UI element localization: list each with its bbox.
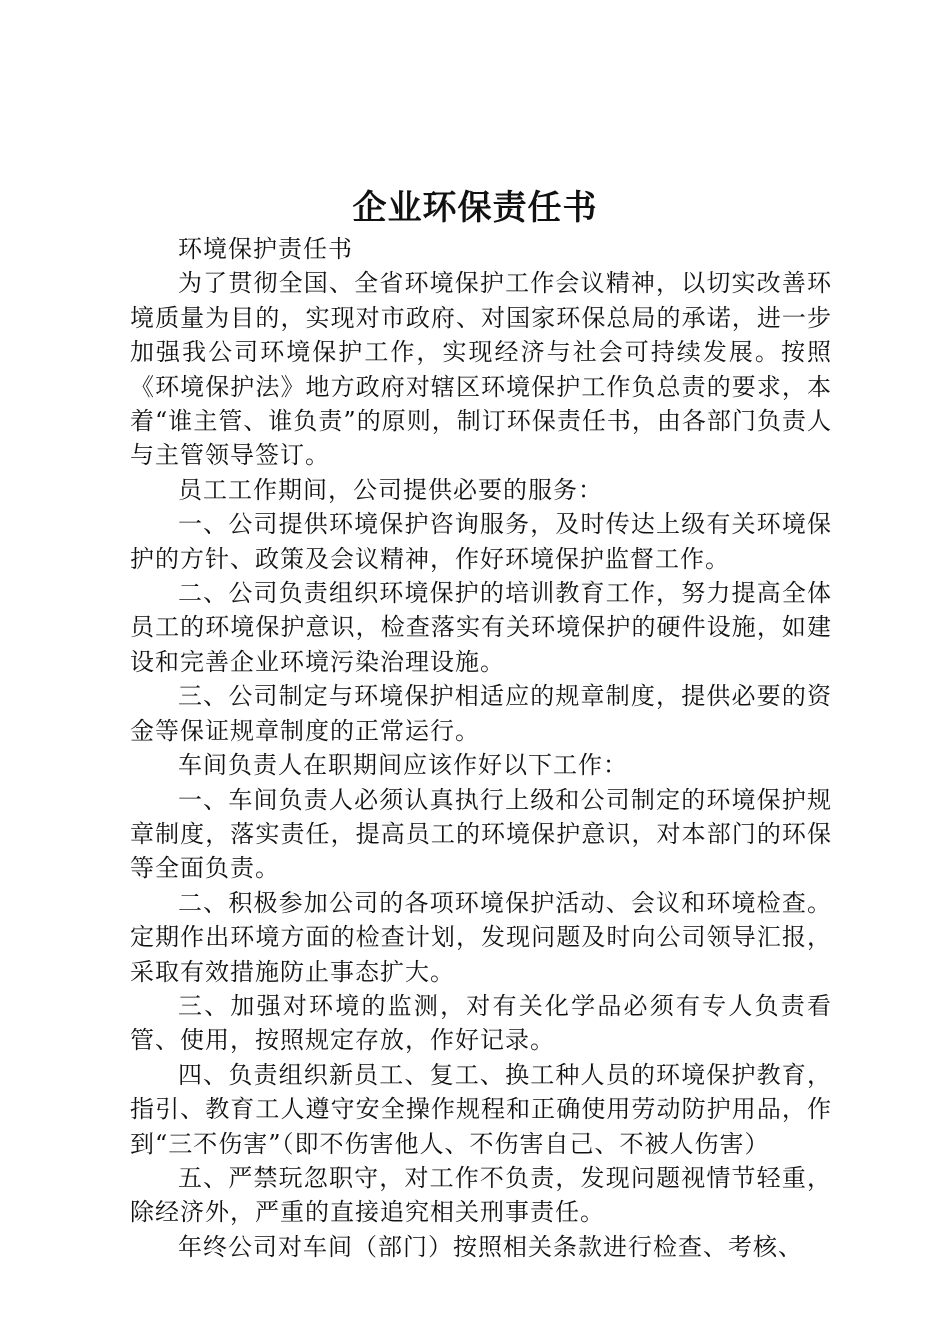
paragraph-company-service-1: 一、公司提供环境保护咨询服务，及时传达上级有关环境保护的方针、政策及会议精神，作好环境保护监督工作。 — [130, 510, 832, 573]
paragraph-workshop-duty-2: 二、积极参加公司的各项环境保护活动、会议和环境检查。定期作出环境方面的检查计划，发现问题及时向公司领导汇报，采取有效措施防止事态扩大。 — [130, 888, 832, 986]
paragraph-workshop-duty-1: 一、车间负责人必须认真执行上级和公司制定的环境保护规章制度，落实责任，提高员工的环境保护意识，对本部门的环保等全面负责。 — [130, 785, 832, 883]
paragraph-intro: 为了贯彻全国、全省环境保护工作会议精神，以切实改善环境质量为目的，实现对市政府、对国家环保总局的承诺，进一步加强我公司环境保护工作，实现经济与社会可持续发展。按照《环境保护法》地方政府对辖区环境保护工作负总责的要求，本着“谁主管、谁负责”的原则，制订环保责任书，由各部门负责人与主管领导签订。 — [130, 269, 832, 470]
paragraph-company-service-3: 三、公司制定与环境保护相适应的规章制度，提供必要的资金等保证规章制度的正常运行。 — [130, 682, 832, 745]
paragraph-workshop-duty-3: 三、加强对环境的监测，对有关化学品必须有专人负责看管、使用，按照规定存放，作好记录。 — [130, 991, 832, 1055]
paragraph-workshop-duty-5: 五、严禁玩忽职守，对工作不负责，发现问题视情节轻重，除经济外，严重的直接追究相关刑事责任。 — [130, 1163, 832, 1227]
document-body — [130, 232, 832, 1264]
paragraph-workshop-duty-4: 四、负责组织新员工、复工、换工种人员的环境保护教育，指引、教育工人遵守安全操作规程和正确使用劳动防护用品，作到“三不伤害”（即不伤害他人、不伤害自己、不被人伤害） — [130, 1060, 832, 1158]
paragraph-company-services-heading: 员工工作期间，公司提供必要的服务： — [178, 475, 603, 504]
paragraph-subtitle: 环境保护责任书 — [178, 235, 353, 263]
paragraph-company-service-2: 二、公司负责组织环境保护的培训教育工作，努力提高全体员工的环境保护意识，检查落实有关环境保护的硬件设施，如建设和完善企业环境污染治理设施。 — [130, 579, 832, 676]
document-title: 企业环保责任书 — [352, 188, 598, 228]
paragraph-year-end-review: 年终公司对车间（部门）按照相关条款进行检查、考核、 — [178, 1232, 803, 1261]
paragraph-workshop-duties-heading: 车间负责人在职期间应该作好以下工作： — [178, 751, 628, 780]
